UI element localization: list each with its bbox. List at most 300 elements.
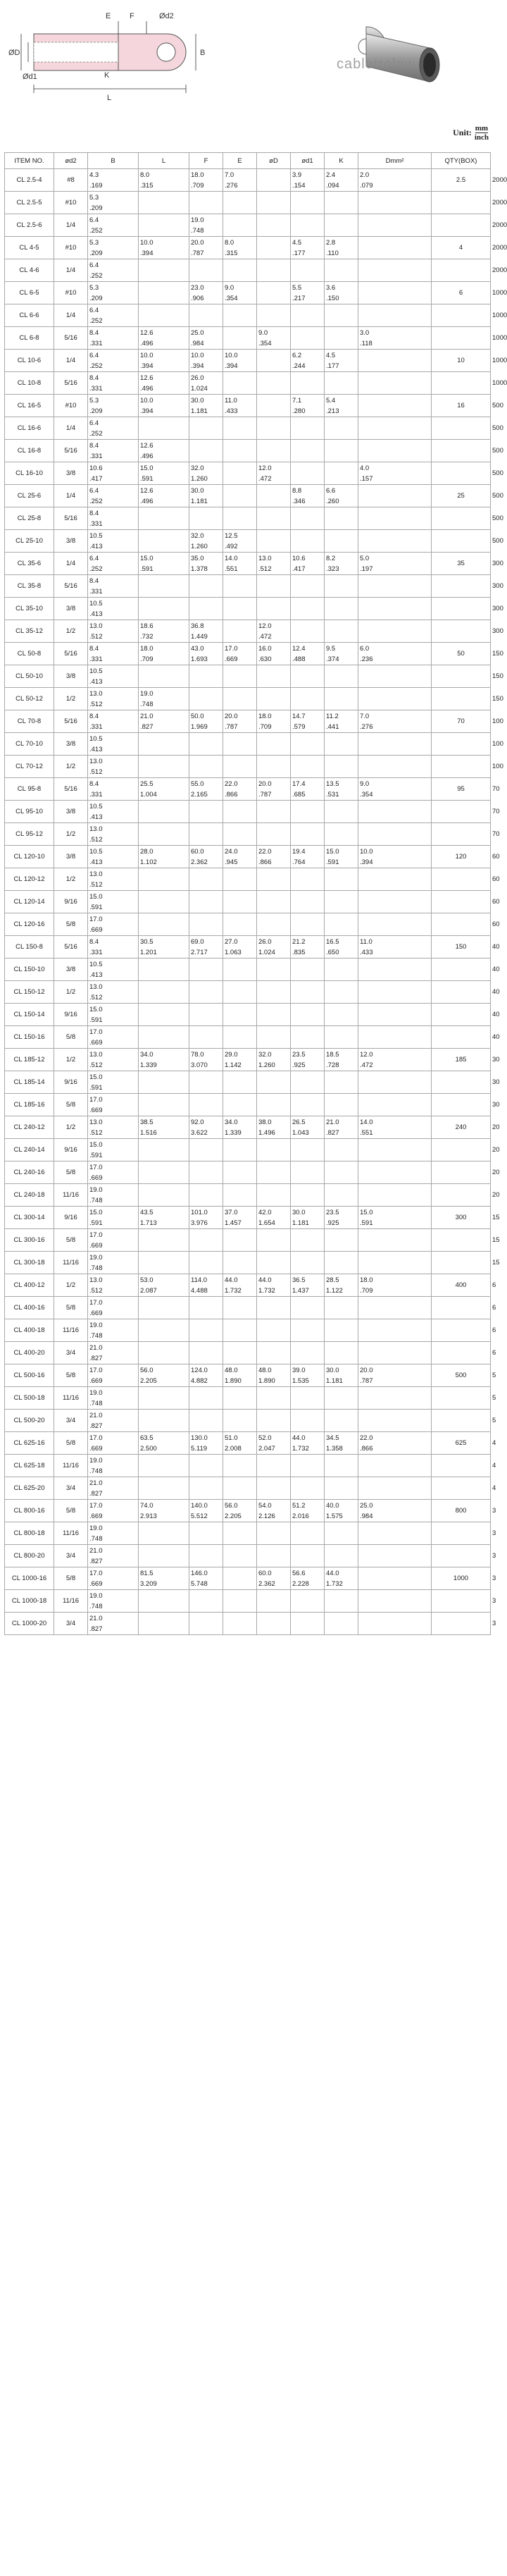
cell-e [257, 1410, 291, 1432]
value-inch: .748 [89, 1196, 103, 1204]
cell-bolt: #10 [54, 282, 88, 304]
table-row: CL 240-18 11/16 19.0 .748 20 [5, 1184, 491, 1207]
cell-d1 [325, 530, 358, 553]
value-mm: 8.4 [89, 712, 99, 720]
cell-d2 [88, 192, 139, 214]
cell-d2 [88, 598, 139, 620]
value-mm: 21.0 [89, 1411, 103, 1419]
cell-b [139, 620, 189, 643]
cell-l [189, 282, 223, 304]
cell-b [139, 665, 189, 688]
cell-b [139, 598, 189, 620]
cell-bolt: 1/2 [54, 823, 88, 846]
cell-mm2: 10 [432, 350, 491, 372]
dim-d2-label: Ød2 [159, 12, 174, 20]
cell-f [223, 282, 257, 304]
cell-d1 [325, 1004, 358, 1026]
cell-bolt: #8 [54, 169, 88, 192]
value-inch: .252 [89, 271, 103, 280]
value-mm: 21.2 [292, 937, 306, 946]
value-mm: 10.6 [89, 464, 103, 472]
value-mm: 7.1 [292, 396, 302, 405]
cell-d [291, 575, 325, 598]
cell-d [291, 1477, 325, 1500]
value-inch: 1.142 [225, 1061, 242, 1069]
cell-d [291, 1049, 325, 1071]
cell-b [139, 643, 189, 665]
cell-mm2: 800 [432, 1500, 491, 1522]
cell-d2 [88, 1161, 139, 1184]
value-inch: 2.205 [140, 1376, 157, 1385]
value-mm: 20.0 [258, 779, 272, 788]
cell-l [189, 304, 223, 327]
value-inch: .177 [326, 362, 339, 370]
value-inch: 2.500 [140, 1444, 157, 1453]
value-inch: .669 [89, 1173, 103, 1182]
cell-e [257, 801, 291, 823]
cell-item: CL 6-5 [5, 282, 54, 304]
table-row: CL 300-18 11/16 19.0 .748 15 [5, 1252, 491, 1274]
cell-e [257, 1116, 291, 1139]
value-mm: 19.4 [292, 847, 306, 856]
cell-f [223, 733, 257, 756]
cell-bolt: 5/8 [54, 1500, 88, 1522]
cell-d [291, 1522, 325, 1545]
cell-d2 [88, 1500, 139, 1522]
cell-mm2 [432, 192, 491, 214]
cell-e [257, 1364, 291, 1387]
cell-bolt: 5/16 [54, 327, 88, 350]
value-inch: .512 [89, 1061, 103, 1069]
value-mm: 36.5 [292, 1276, 306, 1284]
cell-e [257, 778, 291, 801]
cell-f [223, 440, 257, 462]
cell-b [139, 372, 189, 395]
cell-l [189, 395, 223, 417]
value-mm: 21.0 [89, 1546, 103, 1555]
cell-b [139, 440, 189, 462]
cell-d [291, 756, 325, 778]
value-mm: 5.3 [89, 193, 99, 202]
cell-k [358, 665, 432, 688]
cell-d2 [88, 327, 139, 350]
cell-mm2 [432, 891, 491, 913]
cell-d [291, 913, 325, 936]
value-inch: .110 [326, 249, 339, 257]
cell-l [189, 1590, 223, 1613]
cell-k [358, 1026, 432, 1049]
cell-l [189, 507, 223, 530]
cell-f [223, 530, 257, 553]
cell-d [291, 1026, 325, 1049]
value-inch: .906 [191, 294, 204, 302]
cell-d [291, 1274, 325, 1297]
value-mm: 2.0 [360, 171, 370, 179]
cell-b [139, 462, 189, 485]
value-mm: 15.0 [89, 1005, 103, 1013]
cell-l [189, 913, 223, 936]
table-row: CL 35-6 1/4 6.4 .252 15.0 .591 35.0 1.378 14.0 .551 13.0 .512 10.6 .417 8.2 .323 5.0 .197 35 300 [5, 553, 491, 575]
value-inch: .709 [258, 722, 272, 731]
table-row: CL 800-20 3/4 21.0 .827 3 [5, 1545, 491, 1567]
value-inch: .413 [89, 970, 103, 979]
value-inch: .323 [326, 565, 339, 573]
value-inch: .276 [360, 722, 373, 731]
value-mm: 37.0 [225, 1208, 238, 1216]
cell-d [291, 553, 325, 575]
table-row: CL 120-10 3/8 10.5 .413 28.0 1.102 60.0 2.362 24.0 .945 22.0 .866 19.4 .764 15.0 .591 10.0 .394 120 60 [5, 846, 491, 868]
value-mm: 6.4 [89, 554, 99, 562]
value-mm: 69.0 [191, 937, 204, 946]
value-inch: 1.437 [292, 1286, 309, 1295]
value-mm: 54.0 [258, 1501, 272, 1510]
table-row: CL 240-14 9/16 15.0 .591 20 [5, 1139, 491, 1161]
cell-l [189, 1522, 223, 1545]
column-header-b: B [88, 153, 139, 169]
cell-l [189, 259, 223, 282]
value-mm: 10.5 [89, 847, 103, 856]
cell-d2 [88, 1071, 139, 1094]
cell-item: CL 800-16 [5, 1500, 54, 1522]
cell-l [189, 1477, 223, 1500]
cell-e [257, 913, 291, 936]
cell-bolt: 5/8 [54, 1297, 88, 1319]
cell-d2 [88, 214, 139, 237]
column-header-bolt: ød2 [54, 153, 88, 169]
value-inch: 1.339 [225, 1128, 242, 1137]
cell-d2 [88, 350, 139, 372]
cell-item: CL 10-6 [5, 350, 54, 372]
cell-d [291, 1387, 325, 1410]
cell-item: CL 95-8 [5, 778, 54, 801]
cell-mm2 [432, 575, 491, 598]
value-inch: 2.717 [191, 948, 208, 956]
value-mm: 12.4 [292, 644, 306, 653]
table-row: CL 4-6 1/4 6.4 .252 2000 [5, 259, 491, 282]
value-mm: 48.0 [258, 1366, 272, 1374]
unit-inch: inch [474, 133, 489, 142]
cell-k [358, 868, 432, 891]
cell-f [223, 507, 257, 530]
value-mm: 26.0 [191, 374, 204, 382]
cell-k [358, 304, 432, 327]
cell-k [358, 237, 432, 259]
cell-d1 [325, 823, 358, 846]
value-mm: 21.0 [89, 1343, 103, 1352]
cell-bolt: 9/16 [54, 1071, 88, 1094]
cell-mm2: 70 [432, 710, 491, 733]
value-inch: .197 [360, 565, 373, 573]
cell-e [257, 350, 291, 372]
value-inch: 1.339 [140, 1061, 157, 1069]
value-inch: 1.496 [258, 1128, 275, 1137]
cell-f [223, 1116, 257, 1139]
value-inch: 1.457 [225, 1219, 242, 1227]
cell-b [139, 214, 189, 237]
value-inch: 2.228 [292, 1579, 309, 1588]
cell-k [358, 823, 432, 846]
value-inch: .787 [225, 722, 238, 731]
cell-item: CL 95-12 [5, 823, 54, 846]
value-inch: 3.976 [191, 1219, 208, 1227]
cell-l [189, 1567, 223, 1590]
cell-b [139, 282, 189, 304]
cell-k [358, 1567, 432, 1590]
cell-bolt: 5/16 [54, 507, 88, 530]
value-mm: 10.5 [89, 531, 103, 540]
cell-l [189, 327, 223, 350]
value-inch: 1.122 [326, 1286, 343, 1295]
cell-b [139, 1049, 189, 1071]
value-inch: .331 [89, 722, 103, 731]
value-mm: 51.2 [292, 1501, 306, 1510]
cell-f [223, 1522, 257, 1545]
table-row: CL 185-14 9/16 15.0 .591 30 [5, 1071, 491, 1094]
cell-f [223, 1184, 257, 1207]
cell-f [223, 169, 257, 192]
cell-e [257, 530, 291, 553]
cell-e [257, 981, 291, 1004]
cell-f [223, 327, 257, 350]
cell-d2 [88, 304, 139, 327]
cell-item: CL 240-16 [5, 1161, 54, 1184]
value-mm: 6.4 [89, 351, 99, 359]
value-inch: .157 [360, 474, 373, 483]
cell-mm2 [432, 1319, 491, 1342]
cell-l [189, 778, 223, 801]
value-inch: .496 [140, 339, 154, 347]
cell-mm2 [432, 1522, 491, 1545]
value-inch: .433 [360, 948, 373, 956]
cell-mm2: 185 [432, 1049, 491, 1071]
column-header-l: L [139, 153, 189, 169]
value-inch: .315 [225, 249, 238, 257]
cell-d [291, 868, 325, 891]
cell-b [139, 1342, 189, 1364]
value-mm: 17.0 [89, 1298, 103, 1307]
value-mm: 12.0 [258, 464, 272, 472]
cell-b [139, 1545, 189, 1567]
value-mm: 25.0 [360, 1501, 373, 1510]
cell-bolt: 9/16 [54, 1004, 88, 1026]
cell-l [189, 1455, 223, 1477]
value-inch: .209 [89, 407, 103, 415]
value-inch: 1.181 [292, 1219, 309, 1227]
cell-f [223, 214, 257, 237]
cell-b [139, 1319, 189, 1342]
cell-k [358, 530, 432, 553]
cell-mm2 [432, 440, 491, 462]
value-inch: .177 [292, 249, 306, 257]
cell-e [257, 1567, 291, 1590]
cell-bolt: 3/8 [54, 530, 88, 553]
value-mm: 28.0 [140, 847, 154, 856]
value-mm: 12.6 [140, 486, 154, 495]
value-inch: .496 [140, 384, 154, 393]
cell-k [358, 1229, 432, 1252]
value-inch: .591 [360, 1219, 373, 1227]
cell-l [189, 1094, 223, 1116]
value-inch: 1.713 [140, 1219, 157, 1227]
cell-k [358, 169, 432, 192]
value-inch: .394 [225, 362, 238, 370]
value-mm: 6.4 [89, 261, 99, 269]
cell-mm2: 2.5 [432, 169, 491, 192]
value-mm: 24.0 [225, 847, 238, 856]
value-mm: 130.0 [191, 1434, 208, 1442]
value-mm: 11.2 [326, 712, 339, 720]
value-mm: 74.0 [140, 1501, 154, 1510]
cell-e [257, 417, 291, 440]
cell-e [257, 304, 291, 327]
cell-d2 [88, 1590, 139, 1613]
cell-e [257, 1590, 291, 1613]
cell-bolt: 1/4 [54, 214, 88, 237]
cell-k [358, 1161, 432, 1184]
table-row: CL 2.5-4 #8 4.3 .169 8.0 .315 18.0 .709 7.0 .276 3.9 .154 2.4 .094 2.0 .079 2.5 2000 [5, 169, 491, 192]
value-inch: .512 [89, 768, 103, 776]
table-row: CL 150-16 5/8 17.0 .669 40 [5, 1026, 491, 1049]
cell-e [257, 620, 291, 643]
value-mm: 11.0 [225, 396, 237, 405]
cell-d1 [325, 1139, 358, 1161]
cell-f [223, 643, 257, 665]
cell-b [139, 1477, 189, 1500]
value-inch: 1.693 [191, 655, 208, 663]
table-row: CL 400-20 3/4 21.0 .827 6 [5, 1342, 491, 1364]
cell-item: CL 10-8 [5, 372, 54, 395]
cell-bolt: 5/16 [54, 710, 88, 733]
value-mm: 15.0 [140, 464, 154, 472]
table-row: CL 10-6 1/4 6.4 .252 10.0 .394 10.0 .394 10.0 .394 6.2 .244 4.5 .177 10 1000 [5, 350, 491, 372]
value-inch: .496 [140, 452, 154, 460]
cell-mm2 [432, 530, 491, 553]
value-mm: 13.0 [89, 825, 103, 833]
value-inch: 1.063 [225, 948, 242, 956]
cell-k [358, 372, 432, 395]
value-inch: .394 [191, 362, 204, 370]
product-header [0, 0, 493, 148]
value-mm: 6.4 [89, 306, 99, 314]
cell-d1 [325, 868, 358, 891]
value-mm: 114.0 [191, 1276, 208, 1284]
cell-f [223, 1567, 257, 1590]
cell-e [257, 598, 291, 620]
table-row: CL 400-18 11/16 19.0 .748 6 [5, 1319, 491, 1342]
value-inch: .417 [292, 565, 306, 573]
lug-dimension-drawing [6, 6, 245, 111]
value-mm: 17.0 [89, 1163, 103, 1171]
value-inch: .413 [89, 542, 103, 550]
value-inch: 5.748 [191, 1579, 208, 1588]
cell-b [139, 553, 189, 575]
value-mm: 17.0 [89, 1095, 103, 1104]
cell-bolt: 3/8 [54, 846, 88, 868]
value-mm: 19.0 [89, 1388, 103, 1397]
cell-d1 [325, 485, 358, 507]
cell-f [223, 1094, 257, 1116]
cell-item: CL 240-18 [5, 1184, 54, 1207]
cell-item: CL 25-8 [5, 507, 54, 530]
cell-d1 [325, 372, 358, 395]
cell-bolt: 11/16 [54, 1455, 88, 1477]
cell-f [223, 395, 257, 417]
cell-b [139, 1274, 189, 1297]
cell-d2 [88, 507, 139, 530]
unit-fraction [475, 124, 489, 142]
value-inch: .512 [89, 993, 103, 1002]
cell-item: CL 6-8 [5, 327, 54, 350]
value-mm: 38.5 [140, 1118, 154, 1126]
table-row: CL 185-16 5/8 17.0 .669 30 [5, 1094, 491, 1116]
cell-d2 [88, 823, 139, 846]
cell-l [189, 733, 223, 756]
value-mm: 35.0 [191, 554, 204, 562]
value-mm: 9.5 [326, 644, 336, 653]
cell-b [139, 304, 189, 327]
cell-f [223, 1613, 257, 1635]
cell-item: CL 300-18 [5, 1252, 54, 1274]
cell-d [291, 1297, 325, 1319]
value-mm: 8.4 [89, 509, 99, 517]
value-mm: 19.0 [89, 1185, 103, 1194]
value-inch: 2.362 [191, 858, 208, 866]
cell-k [358, 846, 432, 868]
cell-e [257, 372, 291, 395]
value-inch: .748 [89, 1264, 103, 1272]
table-row: CL 150-8 5/16 8.4 .331 30.5 1.201 69.0 2.717 27.0 1.063 26.0 1.024 21.2 .835 16.5 .650 11.0 .433 150 40 [5, 936, 491, 959]
value-mm: 10.5 [89, 734, 103, 743]
cell-k [358, 1364, 432, 1387]
cell-l [189, 1387, 223, 1410]
value-mm: 12.5 [225, 531, 238, 540]
cell-k [358, 192, 432, 214]
value-inch: .709 [191, 181, 204, 190]
cell-item: CL 300-14 [5, 1207, 54, 1229]
table-body [5, 169, 507, 1635]
value-mm: 23.5 [326, 1208, 339, 1216]
value-inch: 1.260 [258, 1061, 275, 1069]
cell-d2 [88, 1184, 139, 1207]
value-inch: .748 [191, 226, 204, 235]
table-row: CL 1000-18 11/16 19.0 .748 3 [5, 1590, 491, 1613]
value-mm: 19.0 [89, 1456, 103, 1465]
table-row: CL 70-10 3/8 10.5 .413 100 [5, 733, 491, 756]
value-inch: .787 [360, 1376, 373, 1385]
cell-d [291, 778, 325, 801]
value-inch: .551 [360, 1128, 373, 1137]
cell-d [291, 1161, 325, 1184]
cell-bolt: 1/2 [54, 1049, 88, 1071]
cell-bolt: 5/16 [54, 778, 88, 801]
cell-e [257, 1500, 291, 1522]
cell-d2 [88, 1364, 139, 1387]
cell-d1 [325, 733, 358, 756]
cell-b [139, 507, 189, 530]
value-inch: .252 [89, 429, 103, 438]
cell-f [223, 688, 257, 710]
cell-d [291, 192, 325, 214]
table-row: CL 800-16 5/8 17.0 .669 74.0 2.913 140.0 5.512 56.0 2.205 54.0 2.126 51.2 2.016 40.0 1.575 25.0 .984 800 3 [5, 1500, 491, 1522]
cell-e [257, 1477, 291, 1500]
cell-d1 [325, 846, 358, 868]
cell-l [189, 1049, 223, 1071]
cell-d2 [88, 1477, 139, 1500]
value-inch: 1.043 [292, 1128, 309, 1137]
cell-b [139, 959, 189, 981]
cell-item: CL 120-16 [5, 913, 54, 936]
value-inch: .394 [140, 249, 154, 257]
